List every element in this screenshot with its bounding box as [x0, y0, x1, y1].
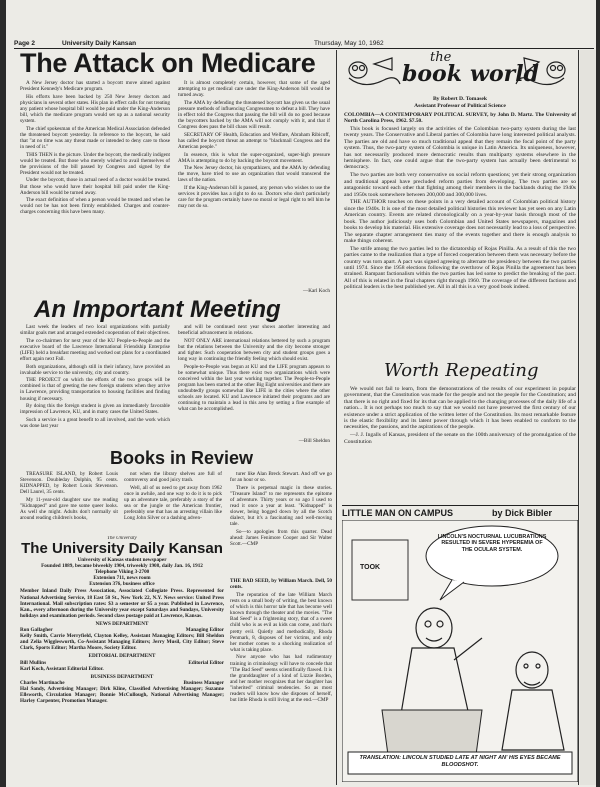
business-staff: Hal Sandy, Advertising Manager; Dirk Kline, Classified Advertising Manager; Suzanne Ellsworth, Circulation Manager; Bonnie McCullough, National Advertising Manager; Harley Carpenter, Promotion Manager.: [20, 685, 224, 705]
masthead-the: The University: [107, 536, 137, 541]
meeting-paragraph: Such a service is a great benefit to all involved, and the work which was done last year: [20, 416, 170, 429]
book-world-paragraph: The strife among the two parties led to the dictatorship of Rojas Pinilla. As a result of this the two parties came to the realization that a type of forced cooperation between them was necessary before the country was torn apart. A pact was signed agreeing to alternate the presidency between the two parties until 1974. Since the 1958 elections following the overthrow of Rojas Pinilla the agreement has been strained. Rampant factionalism within the two parties has led some to predict the breaking of the pact. All of this is related in the final chapters right through 1960. The coverage of the different factions and political leaders is the best published yet. All in all this is a very good book indeed.: [344, 245, 576, 291]
attack-paragraph: A New Jersey doctor has started a boycott move aimed against President Kennedy's Medicare program.: [20, 80, 170, 93]
headline-attack-on-medicare: The Attack on Medicare: [20, 48, 316, 78]
attack-column-2: [178, 80, 330, 286]
books-paragraph: There is perpetual magic in these stories. "Treasure Island" to me represents the epitome of adventure. Thirty years or so ago I used to read it once a year at least. "Kidnapped" is slower, being bogged down by all the Scotch dialect, but it's a fascinating and well-moving tale.: [230, 484, 332, 528]
cartoon-panel: [342, 520, 578, 782]
meeting-paragraph: People-to-People was begun at KU and the LIFE program appears to be somewhat unique. Thus there exist two organizations which were conceived within the last year working together. The People-to-People program has been started at the other Big Eight universities and there are undoubtedly groups somewhat like LIFE in the cities where the other schools are located. KU and Lawrence initiated their programs and are continuing to maintain a lead in this area by setting a fine example of what can be accomplished.: [178, 363, 330, 413]
cartoon-top-rule: [342, 505, 578, 506]
cartoon-board-text: TOOK: [360, 564, 381, 571]
masthead-founded: Founded 1889, became biweekly 1904, triweekly 1908, daily Jan. 16, 1912: [41, 563, 203, 570]
attack-column-1: [20, 80, 170, 294]
book-world-byline: By Robert D. Tomasek: [432, 96, 488, 102]
book-world-title-world: world: [470, 61, 539, 87]
book-world-paragraph: The two parties are both very conservative on social reform questions; yet their strong organization and traditional appeal have precluded reform parties from developing. The two parties are so antagonistic toward each other that fighting among their members in the backlands during the 1940s and 1950s took somewhere between 200,000 and 300,000 lives.: [344, 172, 576, 198]
cartoon-title: LITTLE MAN ON CAMPUS: [342, 508, 453, 518]
book-world-paragraph: This book is focused largely on the activities of the Colombian two-party system during the last twenty years. The Conservative and Liberal parties of Colombia have long interested political analysts. The parties are old and have so much traditional appeal that they remain the focal point of the party system. Thus, the two-party system of Colombia is unique in Latin America. Its uniqueness, however, has not necessarily produced more democratic results than multiparty systems elsewhere in the hemisphere. In fact, one could argue that the two-party system has actually been detrimental to democracy.: [344, 126, 576, 171]
attack-paragraph: If the King-Anderson bill is passed, any person who wishes to use the services it provides has a right to do so. Doctors who don't particularly care for the program certainly have no moral or legal right to tell him he may not do so.: [178, 185, 330, 210]
editorial-editor-role: Editorial Editor: [188, 659, 224, 666]
book-world-role: Assistant Professor of Political Science: [414, 103, 506, 109]
cartoon-caption: TRANSLATION: LINCOLN STUDIED LATE AT NIGHT AN' HIS EYES BECAME BLOODSHOT.: [359, 755, 561, 768]
attack-paragraph: Under the boycott, those in actual need of a doctor would be treated. But those who would have their hospital bill paid under the King-Anderson bill would be turned away.: [20, 177, 170, 196]
masthead-title: The University Daily Kansan: [21, 540, 223, 557]
attack-paragraph: The chief spokesman of the American Medical Association defended the threatened boycott yesterday. In reference to the boycott, he said that "at no time was any threat made or intended to deny care to those in need of it.": [20, 125, 170, 150]
page-number: Page 2: [14, 40, 35, 47]
attack-paragraph: SECRETARY OF Health, Education and Welfare, Abraham Ribicoff, has called the boycott threat an attempt to "blackmail Congress and the American people.": [178, 131, 330, 150]
cartoon-speech-bubble: LINCOLN'S NOCTURNAL LUCUBRATIONS RESULTED IN SEVERE HYPEREMIA OF THE OCULAR SYSTEM.: [437, 534, 547, 553]
books-column-2: [124, 471, 222, 529]
book-world-title-the: the: [430, 50, 452, 65]
book-world-paragraph: THE AUTHOR touches on these points in a very detailed account of Colombian political history since the 1940s. It is one of the most detailed political histories this reviewer has yet seen on any Latin American country. Events are related chronologically on a year-by-year basis through most of the book. The author judiciously uses both Colombian and United States newspapers, magazines and books to develop his material. His extensive coverage does not necessarily lead to a loss of perspective. The separate chapter arrangement ties many of the events together and there is enough analysis to make things coherent.: [344, 199, 576, 244]
headline-books-in-review: Books in Review: [110, 448, 254, 468]
books-column-1: [20, 471, 118, 529]
attack-paragraph: The exact definition of when a person would be treated and when he would not be has not been firmly established. Charges and counter-charges concerning this have been many.: [20, 197, 170, 216]
books-paragraph: My 11-year-old daughter saw me reading "Kidnapped" and gave me some queer looks. As well she might. Adults don't normally sit around reading children's books,: [20, 496, 118, 522]
book-world-book-title: COLOMBIA—A CONTEMPORARY POLITICAL SURVEY, by John D. Martz. The University of North Carolina Press, 1962. $7.50.: [344, 112, 576, 125]
attack-paragraph: The AMA by defending the threatened boycott has given us the usual pressure methods of influencing Congressmen to defeat a bill. They have in effect told the Congress that passing the bill will do no good because the boycotters backed by the AMA will not comply with it, and that if Congress does pass the bill chaos will result.: [178, 99, 330, 131]
masthead: [20, 536, 224, 781]
news-staff: Kelly Smith, Carrie Merryfield, Clayton Kelley, Assistant Managing Editors; Bill Sheldon and Zelia Wigglesworth, Co-Assistant Managing Editors; Jerry Musil, City Editor; Steve Clark, Sports Editor; Martha Moore, Society Editor.: [20, 633, 224, 652]
worth-repeating-quote: [344, 386, 576, 486]
attack-paragraph: It is almost completely certain, however, that some of the aged attempting to get medical care under the King-Anderson bill would be turned away.: [178, 80, 330, 99]
managing-editor-name: Ron Gallagher: [20, 627, 53, 634]
header-paper-name: University Daily Kansan: [62, 40, 137, 47]
masthead-phone-2: Extension 711, news room: [93, 575, 151, 582]
meeting-paragraph: Both organizations, although still in their infancy, have provided an invaluable service to the university, city and country.: [20, 363, 170, 376]
editorial-staff: Karl Koch, Assistant Editorial Editor.: [20, 665, 104, 672]
badseed-paragraph: The reputation of the late William March rests on a small body of writing, the best known of which is this horror tale that has become well known through the theater and the movies. "The Bad Seed" is a frightening story, that of a sweet child who is as evil as kids can come, and that's pretty evil. Quietly and methodically, Rhoda Penmark, 8, disposes of her victims, and only her mother comes to a shocking realization of what is taking place.: [230, 592, 332, 653]
meeting-paragraph: The co-chairmen for next year of the KU People-to-People and the executive board of the Lawrence International Friendship Enterprise (LIFE) held a breakfast meeting and worked out plans for a coordinated effort again next Fall.: [20, 337, 170, 362]
adjacent-page-edge: [580, 50, 596, 785]
column-divider-right: [578, 50, 579, 785]
book-world-review: [344, 126, 576, 354]
meeting-column-2: [178, 324, 330, 436]
meeting-column-1: [20, 324, 170, 444]
badseed-heading: THE BAD SEED, by William March. Dell, 50 cents.: [230, 578, 332, 591]
column-divider: [336, 50, 337, 785]
business-manager-name: Charles Martinache: [20, 679, 65, 686]
attack-paragraph: In essence, this is what the super-organized, super-high pressure AMA is attempting to do by backing the boycott movement.: [178, 151, 330, 164]
meeting-paragraph: THE PROJECT on which the efforts of the two groups will be combined is that of greeting the new foreign students when they arrive in Lawrence, providing transportation to housing facilities and finding housing if necessary.: [20, 377, 170, 402]
business-manager-role: Business Manager: [183, 679, 224, 686]
cartoon-illustration-icon: [342, 520, 578, 782]
worth-repeating-text: We would not fail to learn, from the demonstrations of the results of our experiment in popular government, that the Constitution was made for the people and not the people for the Constitution; and that there is no right and fixed for its that can be applied to the changing processes of the daily life of a nation... It is not perhaps too much to say that we would not have preserved the first century of our existence under a strict application of the written letter of the Constitution. Its most remarkable feature is the elastic flexibility and its latent power through which it has been enabled to conform to the necessities, the passions, and the aspirations of the people.: [344, 386, 576, 431]
attack-paragraph: The New Jersey doctor, his sympathizers, and the AMA by defending the move, have tried to use an organization that would transcend the laws of the nation.: [178, 165, 330, 184]
attack-paragraph: His efforts have been backed by 250 New Jersey doctors and physicians in several other states. His plan in effect calls for not treating any patient whose hospital bill would be paid under the King-Anderson bill, which the medicare program would set up as a national security system.: [20, 93, 170, 125]
headline-important-meeting: An Important Meeting: [34, 296, 281, 323]
meeting-paragraph: Last week the leaders of two local organizations with partially similar goals met and arranged extended cooperation of their objectives.: [20, 324, 170, 337]
masthead-info: Member Inland Daily Press Association, Associated Collegiate Press. Represented for National Advertising Service, 18 East 50 St., New York 22, N.Y. News service: United Press International. Mail subscription rates: $3 a semester or $5 a year. Published in Lawrence, Kan., every afternoon during the University year except Saturdays and Sundays, University holidays and examination periods. Second class postage paid at Lawrence, Kansas.: [20, 588, 224, 619]
headline-worth-repeating: Worth Repeating: [384, 360, 539, 381]
cartoon-author: by Dick Bibler: [492, 508, 553, 518]
books-paragraph: turer like Alan Breck Stewart. And off we go for an hour or so.: [230, 471, 332, 484]
books-paragraph: not when the library shelves are full of controversy and good juicy trash.: [124, 471, 222, 484]
masthead-subtitle: University of Kansas student newspaper: [77, 557, 167, 563]
meeting-paragraph: NOT ONLY ARE international relations bettered by such a program but the relations between the University and the city become stronger and tighter. Such cooperation between city and student groups goes a long way in continuing the friendly feeling which should exist.: [178, 337, 330, 362]
masthead-phone-3: Extension 376, business office: [89, 581, 155, 588]
business-dept-title: BUSINESS DEPARTMENT: [90, 673, 154, 680]
news-dept-title: NEWS DEPARTMENT: [95, 620, 149, 627]
books-paragraph: Well, all of us need to get away from 1962 once in awhile, and one way to do it is to pick up an adventure tale, preferably a story of the sea or the jungle or the American frontier, preferably one that has an arresting villain like Long John Silver or a dashing adven-: [124, 484, 222, 522]
badseed-paragraph: Now anyone who has had rudimentary training in criminology will have to concede that "The Bad Seed" seems scientifically flawed. It is the granddaughter of a kind of Lizzie Borden, and her mother recognizes that her daughter has "inherited" criminal tendencies. So as most readers will know how she disposes of herself, but little Rhoda is still living at the end.—CMP: [230, 654, 332, 704]
badseed-review: [230, 592, 332, 780]
books-paragraph: TREASURE ISLAND, by Robert Louis Stevenson. Doubleday Dolphin, 95 cents. KIDNAPPED, by Robert Louis Stevenson. Dell Laurel, 35 cents.: [20, 471, 118, 496]
books-column-3: [230, 471, 332, 574]
page-header: [14, 40, 428, 48]
newspaper-page: [6, 0, 596, 787]
book-world-title-book: book: [402, 61, 462, 87]
attack-paragraph: THIS THEN is the picture. Under the boycott, the medically indigent would be treated. But those who merely wished to avail themselves of the provisions of the bill passed by Congress and signed by the President would not be treated.: [20, 151, 170, 176]
managing-editor-role: Managing Editor: [185, 627, 224, 634]
books-paragraph: So—to apologies from this quarter. Dead ahead: James Fenimore Cooper and Sir Walter Scott.—CMP: [230, 528, 332, 548]
meeting-paragraph: and will be continued next year shows another interesting and beneficial advancement in relations.: [178, 324, 330, 337]
attack-author: —Karl Koch: [303, 288, 330, 294]
header-date: Thursday, May 10, 1962: [314, 40, 384, 47]
meeting-paragraph: By doing this the foreign student is given an immediately favorable impression of Lawrence, KU, and in many cases the United States.: [20, 403, 170, 416]
worth-repeating-source: —J. J. Ingalls of Kansas, president of the senate on the 100th anniversary of the promulgation of the Constitution: [344, 432, 576, 445]
editorial-editor-name: Bill Mullins: [20, 659, 47, 666]
book-world-logo: [344, 50, 576, 96]
meeting-author: —Bill Sheldon: [298, 438, 330, 444]
editorial-dept-title: EDITORIAL DEPARTMENT: [88, 653, 156, 660]
masthead-phone-1: Telephone Viking 3-2700: [94, 569, 150, 576]
